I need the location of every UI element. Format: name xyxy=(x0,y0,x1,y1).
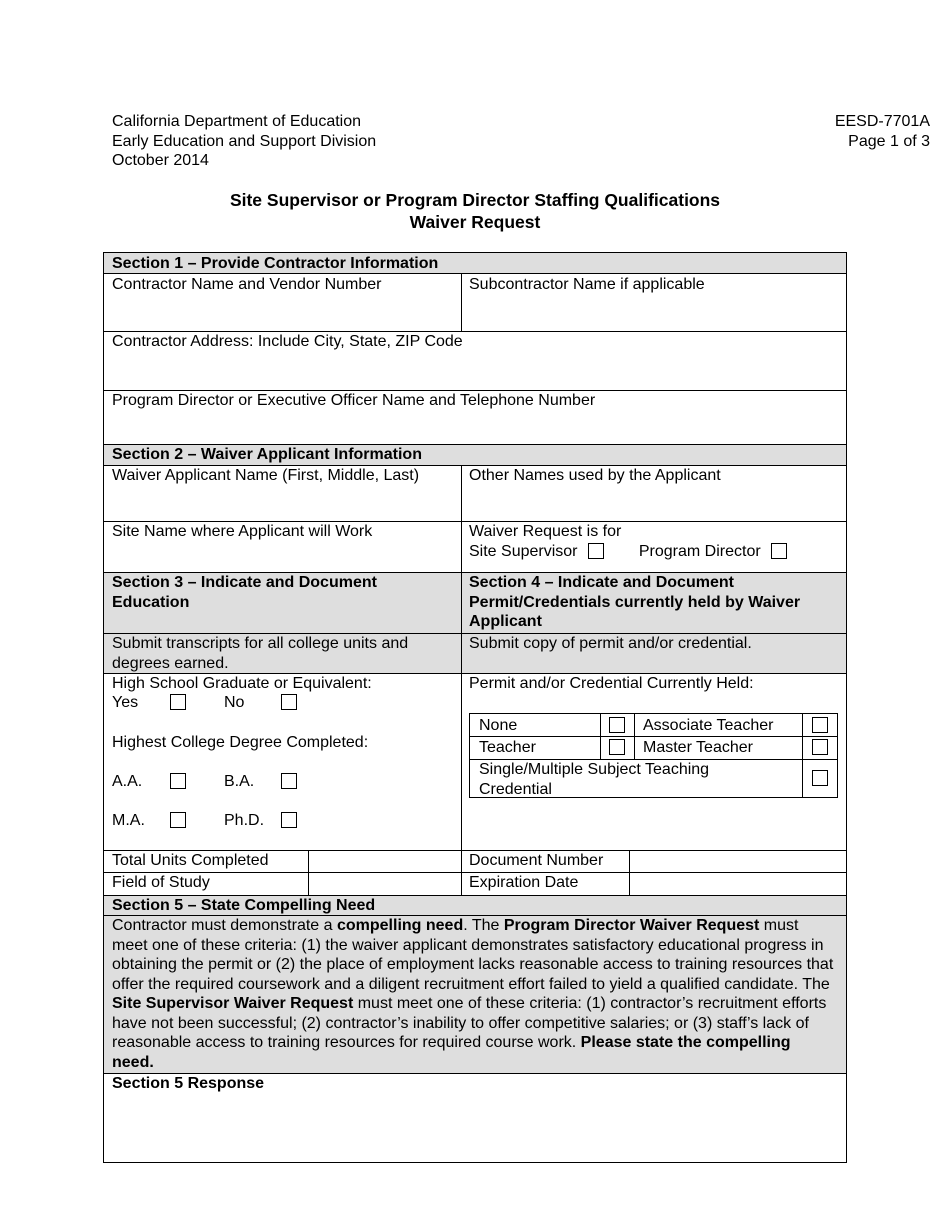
credential-table xyxy=(469,713,838,798)
title-line-2: Waiver Request xyxy=(409,211,541,232)
org-name: California Department of Education xyxy=(112,113,362,130)
ma-label: M.A. xyxy=(112,812,145,829)
hs-yes-label: Yes xyxy=(112,694,139,711)
high-school-label: High School Graduate or Equivalent: xyxy=(112,675,372,692)
site-name-field[interactable]: Site Name where Applicant will Work xyxy=(112,523,373,540)
degree-label: Highest College Degree Completed: xyxy=(112,734,369,751)
credential-held-label: Permit and/or Credential Currently Held: xyxy=(469,675,754,692)
expiration-date-input[interactable] xyxy=(629,872,846,895)
criteria-text-4: must meet one of these criteria: (1) contractor’s recruitment efforts have not been successful; (2) contractor’s inability to offer competitive salaries; or (3) staff’s lack of reasonable access to training resources for required course work. xyxy=(112,995,827,1051)
criteria-bold-3: Site Supervisor Waiver Request xyxy=(112,995,354,1012)
section5-response-heading: Section 5 Response xyxy=(112,1075,265,1092)
page-number: Page 1 of 3 xyxy=(848,132,930,150)
subcontractor-name-field[interactable]: Subcontractor Name if applicable xyxy=(469,276,705,293)
associate-teacher-checkbox[interactable] xyxy=(812,717,828,733)
single-multiple-label: Single/Multiple Subject Teaching Credential xyxy=(479,761,710,798)
master-teacher-checkbox[interactable] xyxy=(812,739,828,755)
hs-no-checkbox[interactable] xyxy=(281,694,297,710)
other-names-field[interactable]: Other Names used by the Applicant xyxy=(469,467,721,484)
expiration-date-label: Expiration Date xyxy=(469,874,579,891)
section3-instruction: Submit transcripts for all college units and degrees earned. xyxy=(104,633,461,673)
criteria-bold-4: Please state the compelling need. xyxy=(112,1034,791,1071)
section1-heading: Section 1 – Provide Contractor Information xyxy=(104,253,846,274)
program-director-label: Program Director xyxy=(638,542,761,560)
ba-label: B.A. xyxy=(224,773,255,790)
aa-checkbox[interactable] xyxy=(170,773,186,789)
document-number-input[interactable] xyxy=(629,850,846,872)
waiver-request-for-label: Waiver Request is for xyxy=(469,523,622,540)
contractor-name-field[interactable]: Contractor Name and Vendor Number xyxy=(112,276,382,293)
master-teacher-label: Master Teacher xyxy=(643,739,753,756)
form-date: October 2014 xyxy=(112,152,209,169)
site-supervisor-checkbox[interactable] xyxy=(588,543,604,559)
title-line-1: Site Supervisor or Program Director Staffing Qualifications xyxy=(229,190,721,210)
section5-criteria xyxy=(104,915,846,1073)
site-supervisor-label: Site Supervisor xyxy=(469,542,578,560)
header-organization xyxy=(112,112,376,171)
teacher-checkbox[interactable] xyxy=(609,739,625,755)
phd-label: Ph.D. xyxy=(224,812,265,829)
field-of-study-label: Field of Study xyxy=(112,874,210,891)
section5-heading: Section 5 – State Compelling Need xyxy=(104,895,846,915)
phd-checkbox[interactable] xyxy=(281,812,297,828)
section5-response-field[interactable] xyxy=(104,1073,846,1162)
associate-teacher-label: Associate Teacher xyxy=(643,717,774,734)
form-number: EESD-7701A xyxy=(834,113,930,130)
page-title xyxy=(0,190,950,233)
single-multiple-checkbox[interactable] xyxy=(812,770,828,786)
credential-none-checkbox[interactable] xyxy=(609,717,625,733)
hs-no-label: No xyxy=(224,694,245,711)
section3-heading: Section 3 – Indicate and Document Education xyxy=(104,572,461,633)
total-units-input[interactable] xyxy=(308,850,461,872)
program-director-field[interactable]: Program Director or Executive Officer Name and Telephone Number xyxy=(112,392,596,409)
program-director-checkbox[interactable] xyxy=(771,543,787,559)
ma-checkbox[interactable] xyxy=(170,812,186,828)
header-form-info xyxy=(835,112,930,151)
division-name: Early Education and Support Division xyxy=(112,132,377,150)
criteria-text-3: must meet one of these criteria: (1) the waiver applicant demonstrates satisfactory educational progress in obtaining the permit or (2) the place of employment lacks reasonable access to training resources that offer the required coursework and a diligent recruitment effort failed to yield a qualified candidate. The xyxy=(112,917,834,993)
credential-none-label: None xyxy=(479,717,518,734)
waiver-request-for xyxy=(461,521,846,572)
ba-checkbox[interactable] xyxy=(281,773,297,789)
waiver-form xyxy=(103,252,847,1163)
aa-label: A.A. xyxy=(112,773,143,790)
criteria-bold-1: compelling need xyxy=(336,917,464,934)
field-of-study-input[interactable] xyxy=(308,872,461,895)
section2-heading: Section 2 – Waiver Applicant Information xyxy=(104,444,846,465)
criteria-text-1: Contractor must demonstrate a xyxy=(112,917,337,934)
document-number-label: Document Number xyxy=(469,852,604,869)
waiver-role-options xyxy=(469,542,838,562)
total-units-label: Total Units Completed xyxy=(112,852,269,869)
contractor-address-field[interactable]: Contractor Address: Include City, State, ZIP Code xyxy=(112,333,463,350)
teacher-label: Teacher xyxy=(479,739,536,756)
criteria-text-2: . The xyxy=(463,917,504,934)
criteria-bold-2: Program Director Waiver Request xyxy=(503,917,760,934)
hs-yes-checkbox[interactable] xyxy=(170,694,186,710)
section4-instruction: Submit copy of permit and/or credential. xyxy=(461,633,846,673)
section4-heading: Section 4 – Indicate and Document Permit/Credentials currently held by Waiver Applicant xyxy=(461,572,846,633)
applicant-name-field[interactable]: Waiver Applicant Name (First, Middle, Last) xyxy=(112,467,420,484)
